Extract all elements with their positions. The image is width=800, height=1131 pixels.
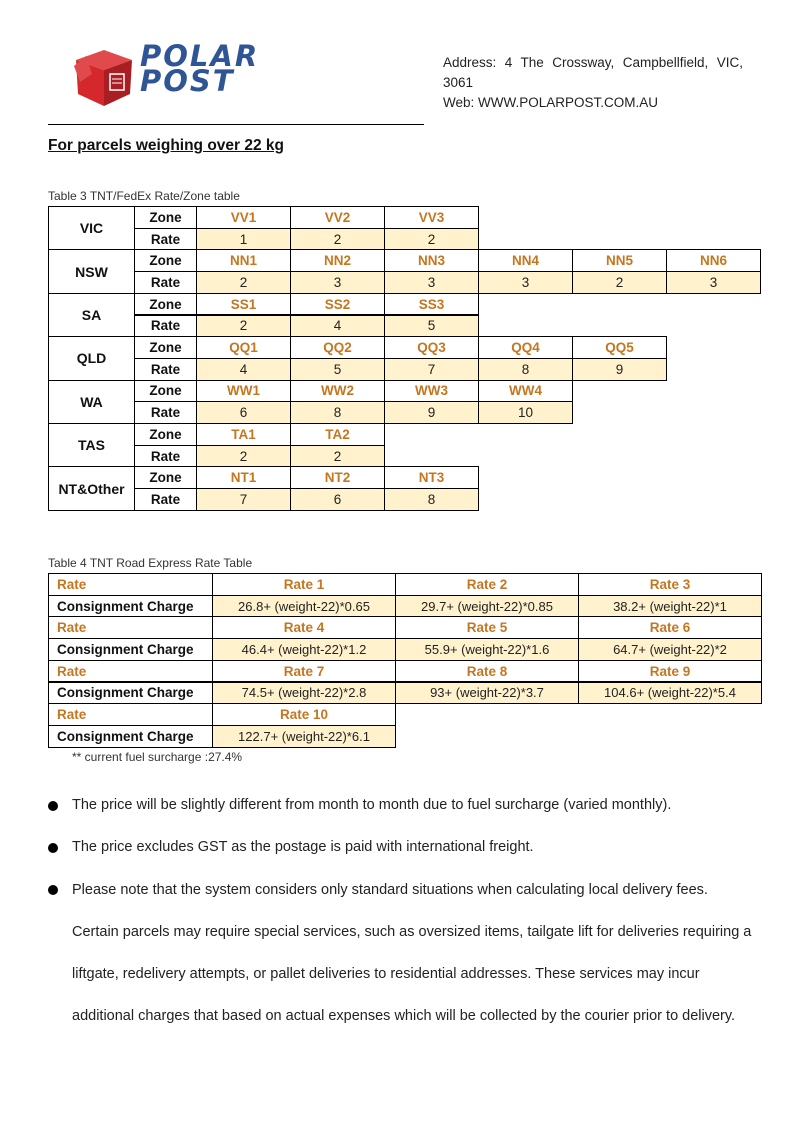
rate-name: Rate 1 xyxy=(212,573,396,596)
rate-row-label: Rate xyxy=(48,573,213,596)
bullet-text-gst: The price excludes GST as the postage is paid with international freight. xyxy=(72,839,534,855)
consignment-charge-formula: 55.9+ (weight-22)*1.6 xyxy=(395,638,579,661)
zone-code: TA2 xyxy=(290,423,385,446)
zone-code: NN3 xyxy=(384,249,479,272)
zone-rate-value: 2 xyxy=(196,315,291,338)
zone-row-label: Zone xyxy=(134,336,197,359)
rate-row-label: Rate xyxy=(134,228,197,251)
zone-row-label: Zone xyxy=(134,423,197,446)
zone-rate-value: 10 xyxy=(478,401,573,424)
zone-rate-value: 2 xyxy=(196,271,291,294)
zone-code: WW2 xyxy=(290,380,385,403)
rate-name: Rate 10 xyxy=(212,703,396,726)
state-name: VIC xyxy=(48,206,135,250)
consignment-charge-formula: 29.7+ (weight-22)*0.85 xyxy=(395,595,579,618)
rate-name: Rate 5 xyxy=(395,616,579,639)
state-name: SA xyxy=(48,293,135,337)
zone-rate-value: 1 xyxy=(196,228,291,251)
company-address xyxy=(443,53,743,113)
parcel-box-icon xyxy=(70,44,140,114)
zone-code: QQ3 xyxy=(384,336,479,359)
zone-code: NT3 xyxy=(384,466,479,489)
rate-row-label: Rate xyxy=(134,358,197,381)
state-name: NT&Other xyxy=(48,466,135,510)
consignment-charge-formula: 122.7+ (weight-22)*6.1 xyxy=(212,725,396,748)
zone-code: NN5 xyxy=(572,249,667,272)
zone-row-label: Zone xyxy=(134,293,197,316)
state-name: TAS xyxy=(48,423,135,467)
rate-row-label: Rate xyxy=(134,488,197,511)
rate-row-label: Rate xyxy=(134,445,197,468)
consignment-charge-formula: 38.2+ (weight-22)*1 xyxy=(578,595,762,618)
zone-rate-value: 4 xyxy=(290,315,385,338)
zone-rate-value: 8 xyxy=(478,358,573,381)
rate-row-label: Rate xyxy=(134,315,197,338)
bullet-text-fuel: The price will be slightly different from month to month due to fuel surcharge (varied monthly). xyxy=(72,797,672,813)
zone-rate-value: 9 xyxy=(384,401,479,424)
zone-table-caption: Table 3 TNT/FedEx Rate/Zone table xyxy=(48,189,240,203)
state-name: NSW xyxy=(48,249,135,293)
consignment-charge-formula: 26.8+ (weight-22)*0.65 xyxy=(212,595,396,618)
zone-code: VV1 xyxy=(196,206,291,229)
zone-code: QQ1 xyxy=(196,336,291,359)
zone-rate-value: 9 xyxy=(572,358,667,381)
zone-code: NN4 xyxy=(478,249,573,272)
zone-rate-value: 7 xyxy=(384,358,479,381)
rate-row-label: Rate xyxy=(48,616,213,639)
consignment-charge-formula: 46.4+ (weight-22)*1.2 xyxy=(212,638,396,661)
zone-code: NN6 xyxy=(666,249,761,272)
rate-name: Rate 3 xyxy=(578,573,762,596)
zone-rate-value: 6 xyxy=(290,488,385,511)
zone-code: SS1 xyxy=(196,293,291,316)
zone-code: TA1 xyxy=(196,423,291,446)
rate-row-label: Rate xyxy=(134,271,197,294)
zone-code: WW4 xyxy=(478,380,573,403)
state-name: QLD xyxy=(48,336,135,380)
zone-rate-value: 2 xyxy=(290,445,385,468)
zone-rate-value: 3 xyxy=(384,271,479,294)
consignment-charge-label: Consignment Charge xyxy=(48,638,213,661)
header-divider xyxy=(48,124,424,125)
bullet-dot xyxy=(48,885,58,895)
zone-rate-value: 8 xyxy=(290,401,385,424)
zone-rate-value: 2 xyxy=(196,445,291,468)
address-line-1: Address: 4 The Crossway, Campbellfield, VIC, xyxy=(443,55,743,70)
rate-name: Rate 8 xyxy=(395,660,579,683)
zone-rate-value: 5 xyxy=(384,315,479,338)
zone-code: NT1 xyxy=(196,466,291,489)
consignment-charge-formula: 104.6+ (weight-22)*5.4 xyxy=(578,682,762,705)
zone-row-label: Zone xyxy=(134,380,197,403)
consignment-charge-label: Consignment Charge xyxy=(48,595,213,618)
section-title: For parcels weighing over 22 kg xyxy=(48,137,285,154)
zone-code: WW3 xyxy=(384,380,479,403)
zone-rate-value: 2 xyxy=(572,271,667,294)
logo-line-1: POLAR xyxy=(140,39,260,73)
zone-code: QQ4 xyxy=(478,336,573,359)
rate-name: Rate 7 xyxy=(212,660,396,683)
bullet-dot xyxy=(48,843,58,853)
zone-code: VV2 xyxy=(290,206,385,229)
consignment-charge-label: Consignment Charge xyxy=(48,682,213,705)
zone-code: QQ5 xyxy=(572,336,667,359)
logo-wordmark xyxy=(140,39,260,98)
zone-code: SS2 xyxy=(290,293,385,316)
zone-row-label: Zone xyxy=(134,249,197,272)
bullet-text-special-services: Please note that the system considers only standard situations when calculating local delivery fees. Certain parcels may require special services, such as oversized items, tailgate lift for deliveries requiring a liftgate, redelivery attempts, or pallet deliveries to residential addresses. These services may incur additional charges that based on actual expenses which will be collected by the courier prior to delivery. xyxy=(72,882,752,1024)
zone-code: NN1 xyxy=(196,249,291,272)
address-line-2: 3061 xyxy=(443,75,474,90)
rate-row-label: Rate xyxy=(48,703,213,726)
zone-rate-value: 7 xyxy=(196,488,291,511)
zone-code: SS3 xyxy=(384,293,479,316)
zone-rate-value: 3 xyxy=(666,271,761,294)
fuel-surcharge-note: ** current fuel surcharge :27.4% xyxy=(72,750,243,764)
rate-name: Rate 9 xyxy=(578,660,762,683)
state-name: WA xyxy=(48,380,135,424)
consignment-charge-formula: 74.5+ (weight-22)*2.8 xyxy=(212,682,396,705)
zone-rate-value: 2 xyxy=(384,228,479,251)
web-address: Web: WWW.POLARPOST.COM.AU xyxy=(443,95,659,110)
zone-rate-value: 3 xyxy=(290,271,385,294)
zone-rate-value: 5 xyxy=(290,358,385,381)
zone-rate-value: 8 xyxy=(384,488,479,511)
rate-row-label: Rate xyxy=(134,401,197,424)
rate-row-label: Rate xyxy=(48,660,213,683)
zone-row-label: Zone xyxy=(134,466,197,489)
rate-table-caption: Table 4 TNT Road Express Rate Table xyxy=(48,556,253,570)
zone-code: NT2 xyxy=(290,466,385,489)
zone-code: WW1 xyxy=(196,380,291,403)
zone-rate-value: 4 xyxy=(196,358,291,381)
zone-code: NN2 xyxy=(290,249,385,272)
consignment-charge-formula: 64.7+ (weight-22)*2 xyxy=(578,638,762,661)
bullet-dot xyxy=(48,801,58,811)
zone-rate-value: 3 xyxy=(478,271,573,294)
rate-name: Rate 4 xyxy=(212,616,396,639)
zone-row-label: Zone xyxy=(134,206,197,229)
rate-name: Rate 2 xyxy=(395,573,579,596)
zone-code: QQ2 xyxy=(290,336,385,359)
logo-line-2: POST xyxy=(140,64,235,98)
zone-code: VV3 xyxy=(384,206,479,229)
zone-rate-value: 2 xyxy=(290,228,385,251)
consignment-charge-formula: 93+ (weight-22)*3.7 xyxy=(395,682,579,705)
zone-rate-value: 6 xyxy=(196,401,291,424)
consignment-charge-label: Consignment Charge xyxy=(48,725,213,748)
rate-name: Rate 6 xyxy=(578,616,762,639)
